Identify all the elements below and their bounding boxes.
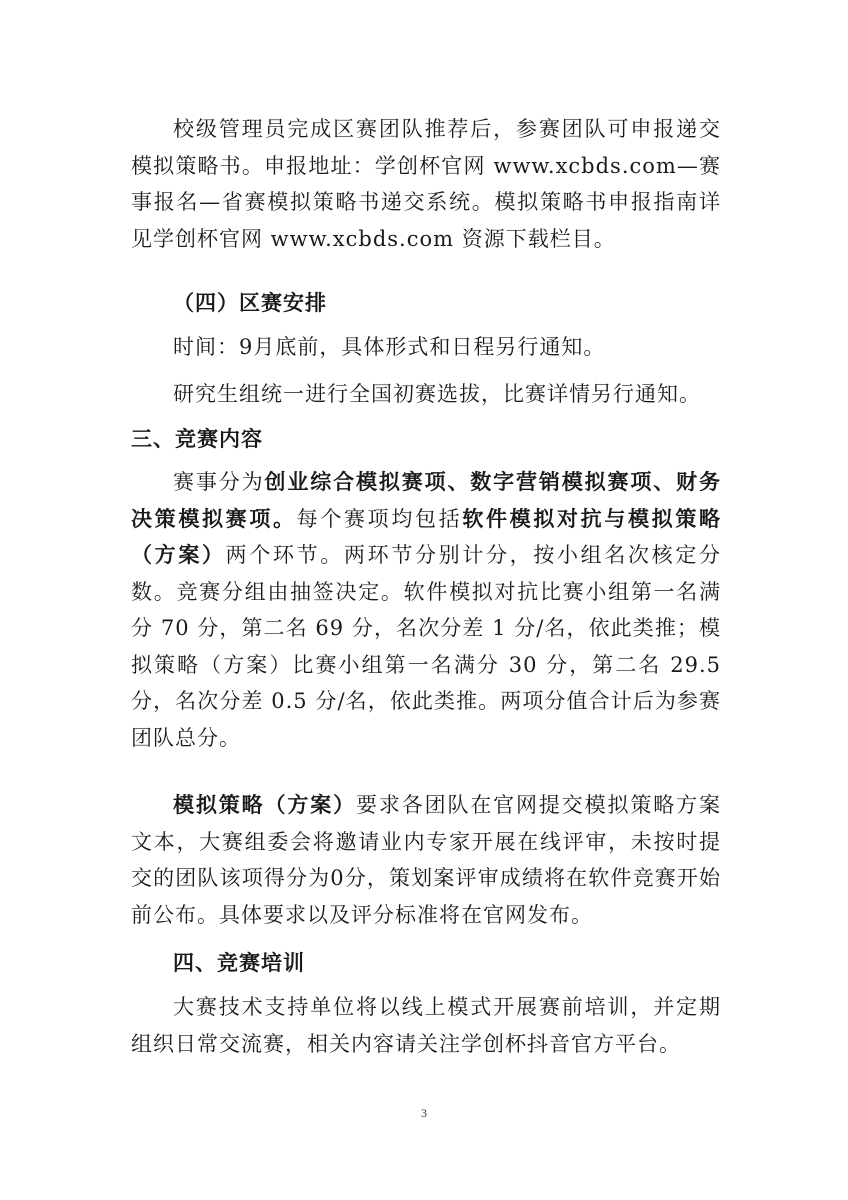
paragraph-strategy-requirement	[131, 787, 721, 933]
text-run: 赛事分为	[173, 470, 265, 494]
bold-run-strategy: 模拟策略（方案）	[173, 793, 356, 817]
paragraph-training: 大赛技术支持单位将以线上模式开展赛前培训，并定期组织日常交流赛，相关内容请关注学创杯抖音官方平台。	[131, 995, 721, 1056]
paragraph-submission: 校级管理员完成区赛团队推荐后，参赛团队可申报递交模拟策略书。申报地址：学创杯官网 www.xcbds.com—赛事报名—省赛模拟策略书递交系统。模拟策略书申报指南详见学创杯官网 www.xcbds.com 资源下载栏目。	[131, 117, 721, 251]
text-run: 要求各团队在官网提交模拟策略方案文本，大赛组委会将邀请业内专家开展在线评审，未按时提交的团队该项得分为0分，策划案评审成绩将在软件竞赛开始前公布。具体要求以及评分标准将在官网发布。	[131, 793, 722, 927]
heading-competition-training: 四、竞赛培训	[173, 951, 305, 975]
text-run: 两个环节。两环节分别计分，按小组名次核定分数。竞赛分组由抽签决定。软件模拟对抗比赛小组第一名满分 70 分，第二名 69 分，名次分差 1 分/名，依此类推；模拟策略（方案）比赛小组第一名满分 30 分，第二名 29.5 分，名次分差 0.5 分/名，依此类推。两项分值合计后为参赛团队总分。	[131, 543, 722, 750]
subheading-regional-arrangement: （四）区赛安排	[173, 291, 327, 315]
text-run: 每个赛项均包括	[296, 506, 463, 531]
paragraph-graduate: 研究生组统一进行全国初赛选拔，比赛详情另行通知。	[173, 382, 701, 406]
heading-competition-content: 三、竞赛内容	[131, 427, 263, 451]
paragraph-time: 时间：9月底前，具体形式和日程另行通知。	[173, 335, 606, 359]
page-number: 3	[421, 1106, 427, 1120]
paragraph-competition-content	[131, 464, 721, 756]
bold-run-event-items: 创业综合模拟赛项、数字营销模拟赛项、财务决策模拟赛项。	[131, 470, 722, 531]
bold-run-two-stages: 软件模拟对抗与模拟策略（方案）	[131, 506, 722, 567]
